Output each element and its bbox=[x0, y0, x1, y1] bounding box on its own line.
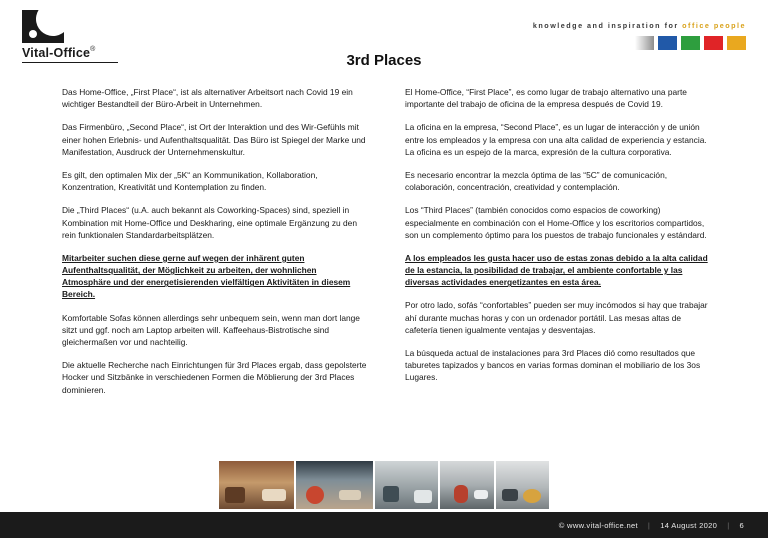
tagline bbox=[533, 21, 746, 30]
right-text-column bbox=[405, 86, 710, 395]
swatch-yellow bbox=[727, 36, 746, 50]
left-text-column bbox=[62, 86, 367, 407]
color-swatch-row bbox=[635, 36, 746, 50]
registered-mark: ® bbox=[90, 46, 96, 53]
vital-office-logo-icon bbox=[22, 10, 64, 43]
paragraph: Die aktuelle Recherche nach Einrichtungen für 3rd Places ergab, dass gepolsterte Hocker und Sitzbänke in verschiedenen Formen die Möblierung der 3rd Places dominieren. bbox=[62, 360, 367, 395]
footer-page-number: 6 bbox=[739, 520, 744, 530]
paragraph: Los “Third Places” (también conocidos como espacios de coworking) especialmente en combinación con el Home-Office y los escritorios compartidos, son un complemento óptimo para los puestos de trabajo funcionales y estándard. bbox=[405, 205, 707, 240]
page-title: 3rd Places bbox=[346, 52, 422, 69]
footer-content bbox=[559, 521, 768, 530]
photo-coworking-dark-lounge bbox=[296, 461, 373, 509]
paragraph: La oficina en la empresa, “Second Place”, es un lugar de interacción y de unión entre los empleados y la empresa con una alta calidad de experiencia y estancia. La oficina es un espejo de la marca, expresión de la cultura corporativa. bbox=[405, 122, 707, 157]
swatch-green bbox=[681, 36, 700, 50]
paragraph: La búsqueda actual de instalaciones para 3rd Places dió como resultados que taburetes tapizados y bancos en varias formas dominan el mobiliario de los 3os Lugares. bbox=[405, 348, 701, 383]
swatch-blue bbox=[658, 36, 677, 50]
photo-lounge-warm-seating bbox=[219, 461, 294, 509]
paragraph: Es gilt, den optimalen Mix der „5K“ an Kommunikation, Kollaboration, Konzentration, Kreativität und Kontemplation zu finden. bbox=[62, 169, 318, 193]
photo-bench-seating-area bbox=[496, 461, 549, 509]
paragraph: Es necesario encontrar la mezcla óptima de las “5C” de comunicación, colaboración, concentración, creatividad y contemplación. bbox=[405, 169, 668, 193]
footer-accent-block bbox=[0, 512, 150, 538]
swatch-red bbox=[704, 36, 723, 50]
paragraph-emphasized: Mitarbeiter suchen diese gerne auf wegen der inhärent guten Aufenthaltsqualität, der Möglichkeit zu arbeiten, der wohnlichen Atmosphäre und der energetisierenden vielfältigen Aktivitäten in diesem Bereich. bbox=[62, 252, 351, 300]
paragraph: Das Home-Office, „First Place“, ist als alternativer Arbeitsort nach Covid 19 ein wichtiger Bestandteil der Büro-Arbeit in Unternehmen. bbox=[62, 87, 353, 110]
footer-separator: | bbox=[727, 520, 730, 530]
photo-stools-area bbox=[440, 461, 493, 509]
paragraph-emphasized: A los empleados les gusta hacer uso de estas zonas debido a la alta calidad de la estancia, la posibilidad de trabajar, el ambiente confortable y las diversas actividades energetizantes en esta área. bbox=[405, 252, 708, 288]
brand-name-text: Vital-Office bbox=[22, 46, 91, 60]
swatch-gradient bbox=[635, 36, 654, 50]
paragraph: Por otro lado, sofás “confortables” pueden ser muy incómodos si hay que trabajar ahí durante muchas horas y con un ordenador portátil. Las mesas altas de cafetería tienen igualmente ventajas y desventajas. bbox=[405, 300, 708, 335]
photo-strip bbox=[219, 461, 549, 509]
page-footer bbox=[0, 512, 768, 538]
paragraph: El Home-Office, “First Place”, es como lugar de trabajo alternativo una parte importante del trabajo de oficina de la empresa después de Covid 19. bbox=[405, 87, 687, 110]
tagline-prefix: knowledge and inspiration for bbox=[532, 21, 683, 30]
photo-open-meeting-area bbox=[375, 461, 438, 509]
footer-copyright[interactable]: © www.vital-office.net bbox=[558, 520, 638, 530]
paragraph: Die „Third Places“ (u.A. auch bekannt als Coworking-Spaces) sind, speziell in Kombination mit Home-Office und Deskharing, eine optimale Ergänzung zu den rein funktionalen Standardarbeitsplätzen. bbox=[62, 205, 357, 240]
footer-date: 14 August 2020 bbox=[660, 520, 718, 530]
tagline-accent: office people bbox=[682, 21, 746, 30]
paragraph: Komfortable Sofas können allerdings sehr unbequem sein, wenn man dort lange sitzt und ggf. noch am Laptop arbeiten will. Kaffeehaus-Bistrotische sind gleichermaßen vor und nachteilig. bbox=[62, 312, 360, 347]
paragraph: Das Firmenbüro, „Second Place“, ist Ort der Interaktion und des Wir-Gefühls mit einer hohen Erlebnis- und Aufenthaltsqualität. Das Büro ist Spiegel der Marke und Manifestation, Ausdruck der Unternehmenskultur. bbox=[62, 122, 366, 157]
footer-separator: | bbox=[647, 520, 651, 530]
